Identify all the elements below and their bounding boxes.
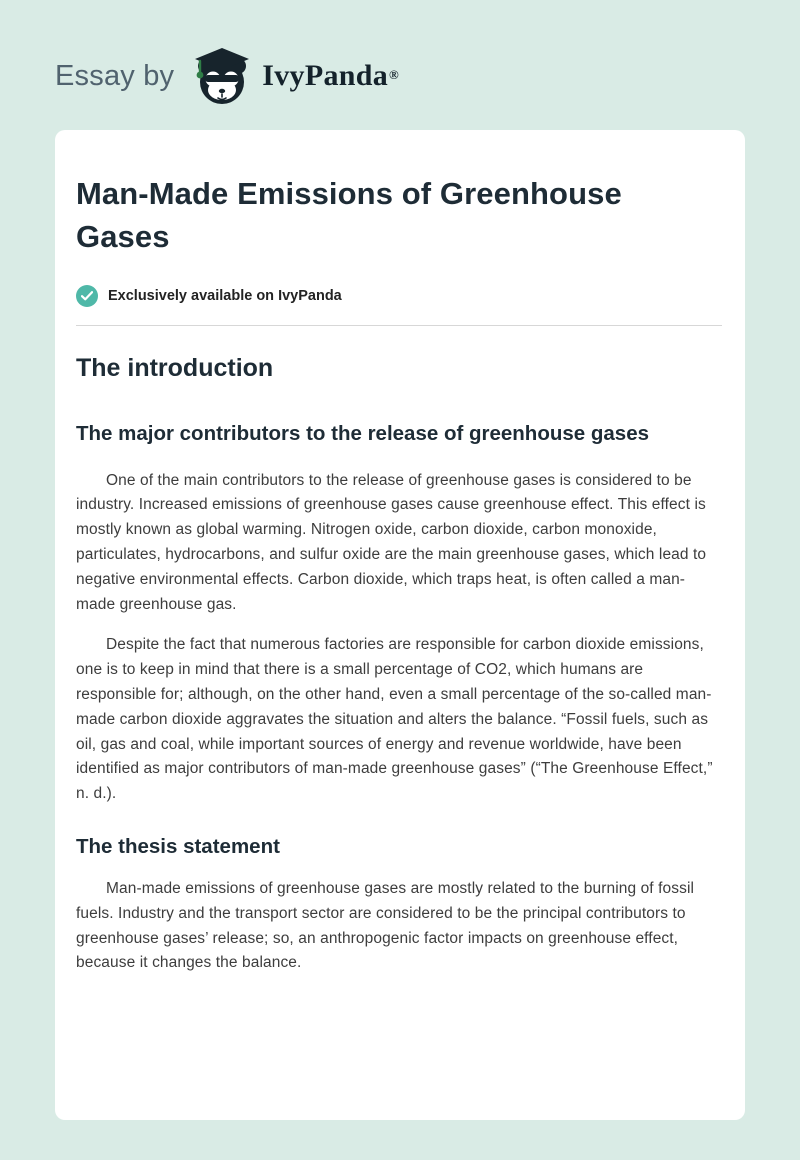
panda-graduate-icon bbox=[190, 46, 254, 106]
ivypanda-logo[interactable] bbox=[190, 46, 399, 106]
divider bbox=[76, 325, 722, 326]
subsection-heading-contributors: The major contributors to the release of greenhouse gases bbox=[76, 421, 649, 445]
brand-wordmark: IvyPanda bbox=[262, 59, 389, 92]
paragraph-contributors-1: One of the main contributors to the release of greenhouse gases is considered to be industry. Increased emissions of greenhouse gases cause greenhouse effect. This effect is mostly known as global warming. Nitrogen oxide, carbon dioxide, carbon monoxide, particulates, hydrocarbons, and sulfur oxide are the main greenhouse gases, which lead to negative environmental effects. Carbon dioxide, which traps heat, is often called a man-made greenhouse gas. bbox=[76, 471, 707, 613]
paragraph-contributors-2: Despite the fact that numerous factories are responsible for carbon dioxide emissions, one is to keep in mind that there is a small percentage of CO2, which humans are responsible for; although, on the other hand, even a small percentage of the so-called man-made carbon dioxide aggravates the situation and alters the balance. “Fossil fuels, such as oil, gas and coal, while important sources of energy and revenue worldwide, have been identified as major contributors of man-made greenhouse gases” (“The Greenhouse Effect,” n. d.). bbox=[76, 636, 713, 803]
paragraph-thesis: Man-made emissions of greenhouse gases are mostly related to the burning of fossil fuels. Industry and the transport sector are considered to be the principal contributors to greenhouse gases’ release; so, an anthropogenic factor impacts on greenhouse effect, because it changes the balance. bbox=[76, 879, 695, 972]
availability-row bbox=[76, 285, 722, 307]
subsection-heading-thesis: The thesis statement bbox=[76, 834, 280, 858]
check-icon bbox=[76, 285, 98, 307]
essay-title: Man-Made Emissions of Greenhouse Gases bbox=[76, 176, 622, 255]
registered-mark: ® bbox=[389, 66, 399, 82]
availability-label: Exclusively available on IvyPanda bbox=[108, 287, 342, 304]
page-header bbox=[0, 0, 800, 114]
section-heading-introduction: The introduction bbox=[76, 353, 274, 382]
essay-by-label: Essay by bbox=[55, 59, 175, 92]
essay-card bbox=[55, 130, 745, 1120]
